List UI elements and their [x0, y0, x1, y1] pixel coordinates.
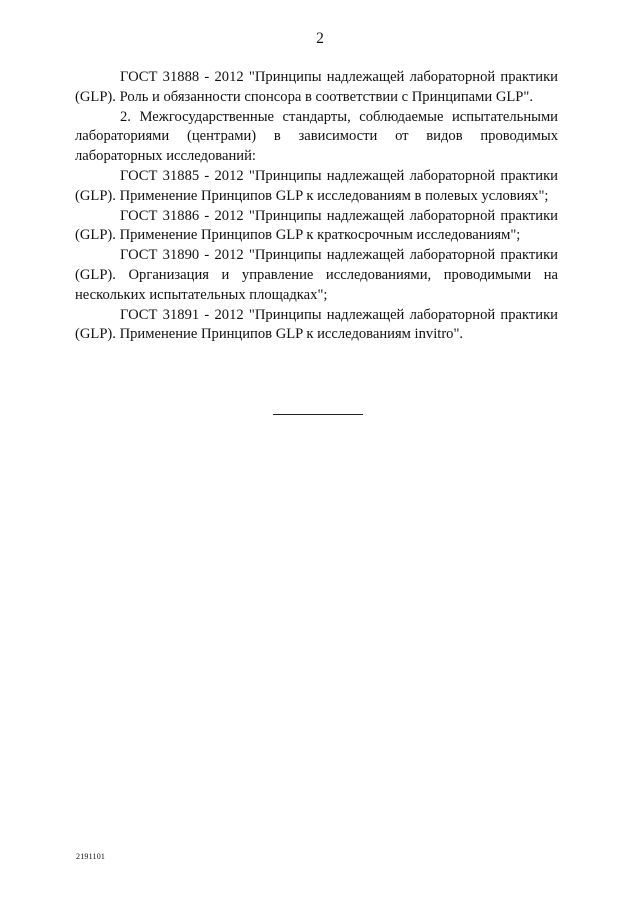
paragraph-gost-31888: ГОСТ 31888 - 2012 "Принципы надлежащей лабораторной практики (GLP). Роль и обязанности спонсора в соответствии с Принципами GLP".: [75, 69, 558, 105]
document-body: [75, 68, 558, 345]
paragraph-gost-31885: ГОСТ 31885 - 2012 "Принципы надлежащей лабораторной практики (GLP). Применение Принципов GLP к исследованиям в полевых условиях";: [75, 167, 558, 204]
end-divider-line: [273, 414, 363, 415]
document-code: 2191101: [76, 852, 106, 861]
paragraph-gost-31890: ГОСТ 31890 - 2012 "Принципы надлежащей лабораторной практики (GLP). Организация и управление исследованиями, проводимыми на нескольких испытательных площадках";: [75, 247, 558, 303]
paragraph-interstate-standards: 2. Межгосударственные стандарты, соблюдаемые испытательными лабораториями (центрами) в зависимости от видов проводимых лабораторных исследований:: [75, 108, 558, 165]
paragraph-gost-31886: ГОСТ 31886 - 2012 "Принципы надлежащей лабораторной практики (GLP). Применение Принципов GLP к краткосрочным исследованиям";: [75, 207, 558, 244]
page-number: 2: [316, 30, 324, 47]
paragraph-gost-31891: ГОСТ 31891 - 2012 "Принципы надлежащей лабораторной практики (GLP). Применение Принципов GLP к исследованиям invitro".: [75, 306, 558, 343]
